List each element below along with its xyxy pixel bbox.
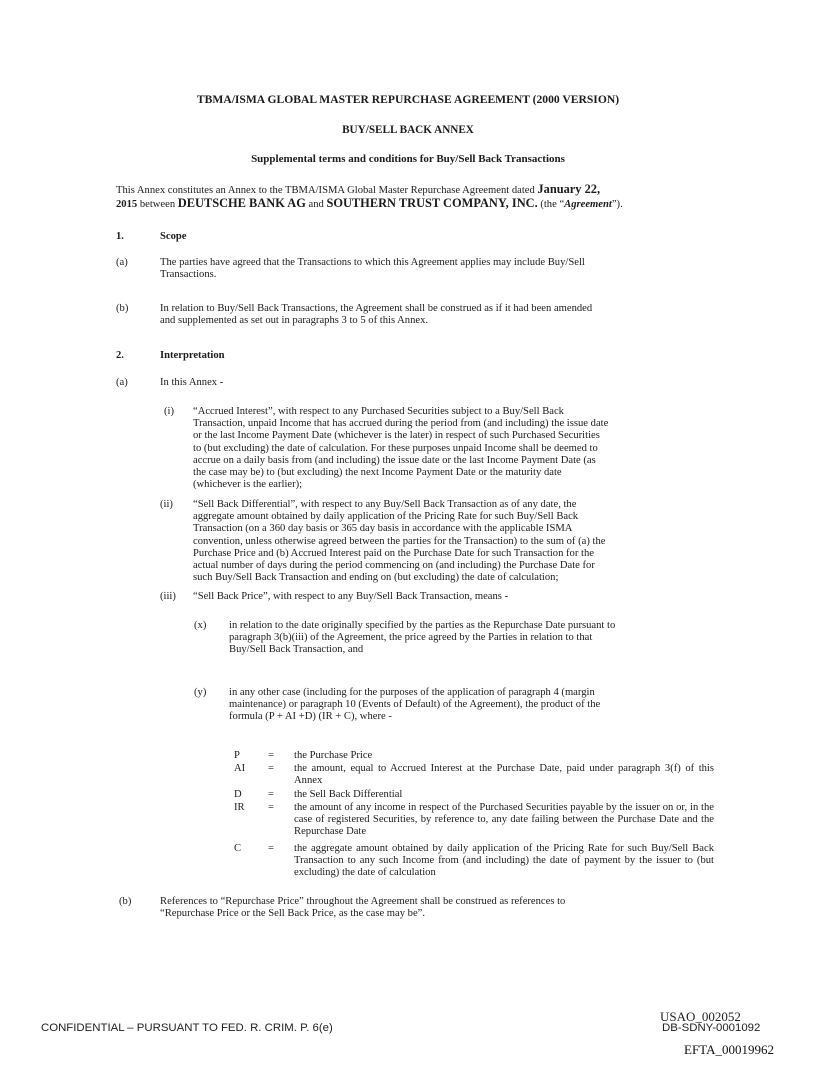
text-line: In relation to Buy/Sell Back Transactions, the Agreement shall be construed as if it had been amended [160,303,593,314]
equals-sign: = [268,763,274,774]
item-i-label: (i) [164,406,174,417]
section-2a-label: (a) [116,377,128,388]
intro-text: (the “ [537,199,565,211]
definition-text [294,802,714,839]
definition-symbol: IR [234,802,245,813]
section-1a-text [160,257,702,281]
text-line: Transaction (on a 360 day basis or 365 day basis in accordance with the applicable ISMA [193,523,573,535]
text-line: Buy/Sell Back Transaction, and [229,644,364,656]
text-line: issuer on or, in the case of registered Securities, by reference to, any date failing [294,802,714,826]
definition-symbol: D [234,789,242,800]
text-line: maintenance) or paragraph 10 (Events of Default) of the Agreement), the product of the [229,699,601,711]
intro-line-1 [116,183,702,197]
agreement-date: January 22, [537,182,601,196]
text-line: between the Purchase Date and the Repurchase Date [294,814,714,838]
text-line: convention, unless otherwise agreed between the parties for the Transaction) to the sum of (a) the [193,535,606,547]
definition-symbol: AI [234,763,246,774]
text-line: “Accrued Interest”, with respect to any Purchased Securities subject to a Buy/Sell Back [193,406,564,417]
section-2-heading: Interpretation [160,350,225,361]
definition-symbol: C [234,843,242,854]
db-sdny-bates-number: DB-SDNY-0001092 [662,1022,761,1034]
text-line: “Sell Back Differential”, with respect to any Buy/Sell Back Transaction as of any date, the [193,499,577,510]
text-line: Purchase Price and (b) Accrued Interest paid on the Purchase Date for such Transaction for the [193,547,594,559]
document-title: TBMA/ISMA GLOBAL MASTER REPURCHASE AGREEMENT (2000 VERSION) [196,93,620,106]
item-x-text [229,620,702,657]
text-line: actual number of days during the period commencing on (and including) the Purchase Date for [193,560,595,572]
text-line: the Purchase Price [294,750,373,761]
section-1-number: 1. [116,231,124,242]
definition-text [294,750,714,762]
section-1-heading: Scope [160,231,187,242]
equals-sign: = [268,802,274,813]
text-line: (whichever is the earlier); [193,479,303,491]
definition-symbol: P [234,750,240,761]
text-line: the Sell Back Differential [294,789,403,800]
item-y-text [229,687,702,724]
text-line: to (but excluding) the date of calculation. For these purposes unpaid Income shall be deemed to [193,442,598,454]
equals-sign: = [268,750,274,761]
efta-bates-number: EFTA_00019962 [684,1042,774,1057]
definition-text [294,763,714,787]
text-line: aggregate amount obtained by daily application of the Pricing Rate for such Buy/Sell Back [193,511,579,523]
section-1b-label: (b) [116,303,129,314]
text-line: the amount, equal to Accrued Interest at the Purchase Date, paid under [294,763,614,774]
text-line: or the last Income Payment Date (whichever is the later) in respect of such Purchased Securities [193,430,600,442]
text-line: in any other case (including for the purposes of the application of paragraph 4 (margin [229,687,595,698]
text-line: such Buy/Sell Back Transaction and ending on (but excluding) the date of calculation; [193,572,559,584]
intro-line-2 [116,197,702,211]
definition-text [294,843,714,880]
text-line: Buy/Sell Back Transaction to any such Income from (and including) the date of [294,843,715,867]
annex-title: BUY/SELL BACK ANNEX [342,124,474,136]
section-2b-text [160,896,702,920]
text-line: payment by the issuer to (but excluding) the date of calculation [294,855,714,879]
agreement-year: 2015 [116,199,138,211]
item-y-label: (y) [194,687,207,698]
text-line: in relation to the date originally specified by the parties as the Repurchase Date pursuant to [229,620,616,631]
text-line: “Repurchase Price or the Sell Back Price, as the case may be”. [160,908,426,920]
section-1b-text [160,303,702,327]
text-line: accrue on a daily basis from (and including) the issue date or the last Income Payment Date (as [193,454,596,466]
intro-text: and [305,199,327,211]
item-ii-label: (ii) [160,499,173,510]
agreement-defined-term: Agreement [564,199,612,211]
text-line: the amount of any income in respect of the Purchased Securities payable by the [294,802,633,813]
text-line: paragraph 3(f) of this Annex [294,763,714,787]
text-line: Transaction, unpaid Income that has accrued during the period from (and including) the issue date [193,418,609,430]
text-line: The parties have agreed that the Transactions to which this Agreement applies may include Buy/Sell [160,257,585,268]
equals-sign: = [268,843,274,854]
intro-paragraph [116,183,702,211]
text-line: the aggregate amount obtained by daily application of the Pricing Rate for such [294,843,648,854]
party-b: SOUTHERN TRUST COMPANY, INC. [326,196,538,211]
text-line: the case may be) to (but excluding) the next Income Payment Date or the maturity date [193,467,562,479]
intro-text: ”). [611,199,623,211]
section-2b-label: (b) [119,896,132,907]
definition-text [294,789,714,801]
intro-text: This Annex constitutes an Annex to the TBMA/ISMA Global Master Repurchase Agreement dated [116,185,538,196]
party-a: DEUTSCHE BANK AG [177,196,306,211]
text-line: formula (P + AI +D) (IR + C), where - [229,711,392,723]
intro-text: between [137,199,178,211]
equals-sign: = [268,789,274,800]
item-i-text [193,406,702,491]
usao-bates-number: USAO_002052 [660,1009,741,1024]
section-2a-text: In this Annex - [160,377,224,388]
section-2-number: 2. [116,350,124,361]
annex-subtitle: Supplemental terms and conditions for Buy/Sell Back Transactions [251,153,565,165]
item-x-label: (x) [194,620,207,631]
item-ii-text [193,499,702,584]
text-line: Transactions. [160,269,217,281]
text-line: References to “Repurchase Price” throughout the Agreement shall be construed as references to [160,896,566,907]
text-line: and supplemented as set out in paragraphs 3 to 5 of this Annex. [160,315,429,327]
item-iii-text: “Sell Back Price”, with respect to any Buy/Sell Back Transaction, means - [193,591,509,602]
item-iii-label: (iii) [160,591,176,602]
section-1a-label: (a) [116,257,128,268]
text-line: paragraph 3(b)(iii) of the Agreement, the price agreed by the Parties in relation to that [229,632,593,644]
confidential-notice: CONFIDENTIAL – PURSUANT TO FED. R. CRIM. P. 6(e) [41,1022,333,1034]
